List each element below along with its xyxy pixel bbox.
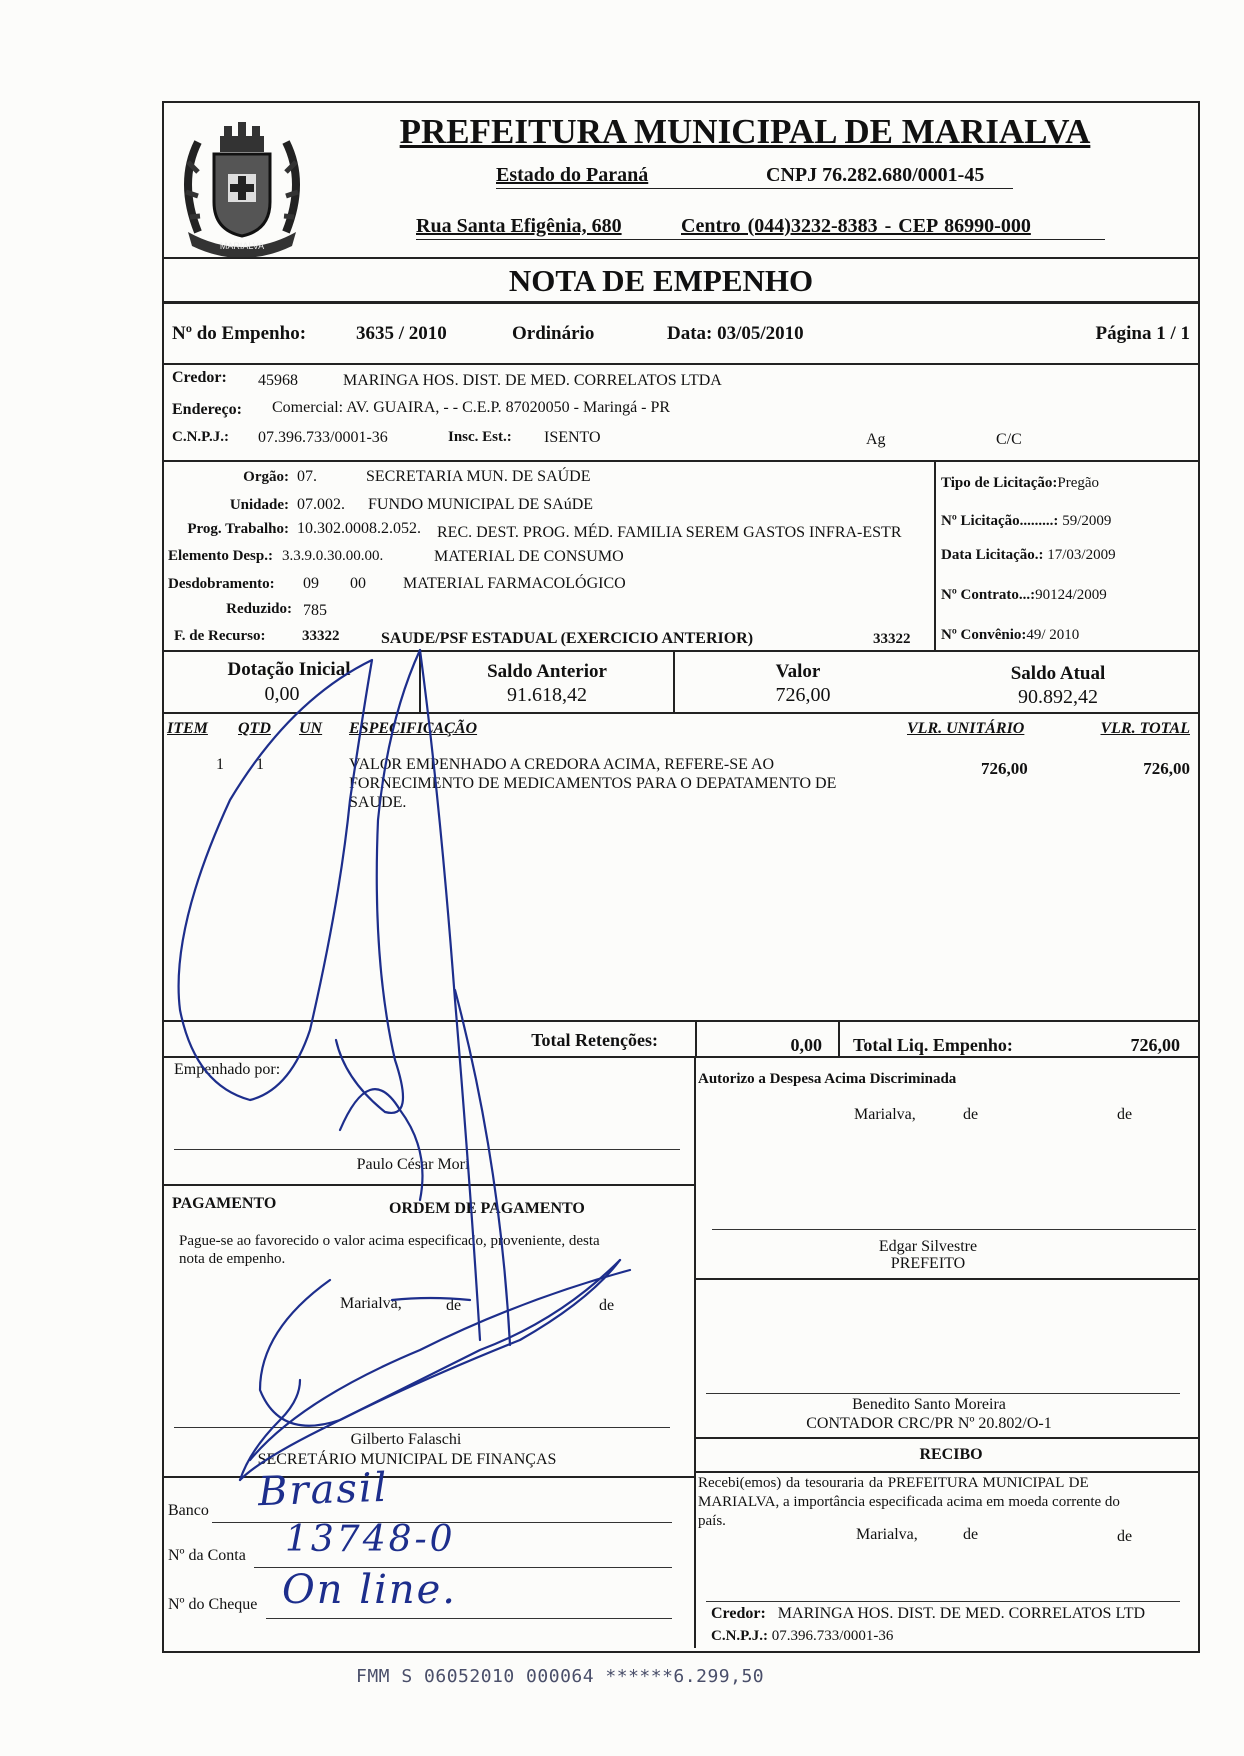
dotacao-value: 0,00 bbox=[264, 683, 300, 705]
banco-handwritten: Brasil bbox=[257, 1464, 390, 1516]
liquido-value: 726,00 bbox=[1130, 1035, 1180, 1055]
cc-label: C/C bbox=[996, 431, 1022, 448]
credor-address: Comercial: AV. GUAIRA, - - C.E.P. 87020050 - Maringá - PR bbox=[272, 399, 671, 416]
item-desc-2: FORNECIMENTO DE MEDICAMENTOS PARA O DEPATAMENTO DE bbox=[349, 775, 837, 792]
insc-value: ISENTO bbox=[544, 429, 601, 446]
col-unit-value: VLR. UNITÁRIO bbox=[907, 720, 1025, 737]
doc-title: NOTA DE EMPENHO bbox=[508, 263, 814, 298]
saldo-anterior-value: 91.618,42 bbox=[507, 684, 587, 706]
address-label: Endereço: bbox=[172, 401, 242, 418]
numero-licitacao: Nº Licitação.........: 59/2009 bbox=[941, 513, 1112, 529]
numero-contrato: Nº Contrato...:90124/2009 bbox=[941, 587, 1107, 603]
saldo-anterior-label: Saldo Anterior bbox=[487, 661, 607, 682]
header-state: Estado do Paraná bbox=[496, 164, 649, 186]
credor-label: Credor: bbox=[172, 369, 227, 386]
svg-text:MARIALVA: MARIALVA bbox=[219, 241, 265, 251]
credor-name: MARINGA HOS. DIST. DE MED. CORRELATOS LTDA bbox=[343, 372, 722, 389]
desdobramento-name: MATERIAL FARMACOLÓGICO bbox=[403, 575, 626, 592]
unidade-label: Unidade: bbox=[229, 497, 289, 513]
numero-convenio: Nº Convênio:49/ 2010 bbox=[941, 627, 1080, 643]
empenhado-por: Empenhado por: bbox=[174, 1061, 281, 1078]
item-qty: 1 bbox=[256, 756, 264, 773]
recibo-credor: Credor: MARINGA HOS. DIST. DE MED. CORRELATOS LTD bbox=[711, 1605, 1146, 1622]
valor-value: 726,00 bbox=[775, 684, 831, 706]
secretario-name: Gilberto Falaschi bbox=[350, 1431, 462, 1448]
recibo-city: Marialva, bbox=[856, 1526, 918, 1543]
unidade-code: 07.002. bbox=[297, 496, 345, 513]
recibo-text-2: MARIALVA, a importância especificada acima em moeda corrente do bbox=[698, 1494, 1120, 1510]
item-unit-value: 726,00 bbox=[981, 759, 1028, 778]
item-desc-3: SAUDE. bbox=[349, 794, 407, 811]
contador-name: Benedito Santo Moreira bbox=[852, 1396, 1006, 1413]
credor-code: 45968 bbox=[258, 372, 298, 389]
prefeito-title: PREFEITO bbox=[890, 1255, 966, 1272]
prog-name: REC. DEST. PROG. MÉD. FAMILIA SEREM GASTOS INFRA-ESTR bbox=[437, 524, 902, 541]
recibo-text-1: Recebi(emos) da tesouraria da PREFEITURA MUNICIPAL DE bbox=[698, 1475, 1089, 1491]
cheque-handwritten: On line. bbox=[282, 1567, 458, 1613]
col-un: UN bbox=[299, 720, 323, 737]
desdobramento-b: 00 bbox=[350, 575, 366, 592]
bank-stamp: FMM S 06052010 000064 ******6.299,50 bbox=[356, 1666, 765, 1687]
recurso-code-2: 33322 bbox=[873, 631, 911, 647]
contador-title: CONTADOR CRC/PR Nº 20.802/O-1 bbox=[806, 1415, 1052, 1432]
liquido-label: Total Liq. Empenho: bbox=[853, 1035, 1013, 1055]
ordem-pagamento-title: ORDEM DE PAGAMENTO bbox=[389, 1200, 585, 1217]
banco-label: Banco bbox=[168, 1502, 209, 1519]
empenhado-name: Paulo César Mori bbox=[356, 1156, 470, 1173]
conta-handwritten: 13748-0 bbox=[285, 1519, 456, 1560]
col-especificacao: ESPECIFICAÇÃO bbox=[349, 720, 478, 737]
ag-label: Ag bbox=[866, 431, 886, 448]
empenho-label: Nº do Empenho: bbox=[172, 323, 307, 344]
prog-code: 10.302.0008.2.052. bbox=[297, 520, 421, 537]
item-total-value: 726,00 bbox=[1143, 759, 1190, 778]
orgao-code: 07. bbox=[297, 468, 317, 485]
recurso-code: 33322 bbox=[302, 628, 340, 644]
recibo-title: RECIBO bbox=[919, 1446, 983, 1463]
col-qtd: QTD bbox=[238, 720, 271, 737]
retencoes-value: 0,00 bbox=[790, 1035, 822, 1055]
prog-label: Prog. Trabalho: bbox=[187, 521, 289, 537]
orgao-label: Orgão: bbox=[243, 469, 289, 485]
autorizo-text: Autorizo a Despesa Acima Discriminada bbox=[698, 1071, 957, 1087]
recibo-de-1: de bbox=[963, 1526, 979, 1543]
tipo-licitacao: Tipo de Licitação:Pregão bbox=[941, 475, 1100, 491]
recibo-text-3: país. bbox=[698, 1513, 726, 1529]
elemento-label: Elemento Desp.: bbox=[168, 548, 273, 564]
elemento-name: MATERIAL DE CONSUMO bbox=[434, 548, 624, 565]
recibo-cnpj: C.N.P.J.: 07.396.733/0001-36 bbox=[711, 1628, 894, 1644]
saldo-atual-value: 90.892,42 bbox=[1018, 686, 1098, 708]
empenho-type: Ordinário bbox=[512, 323, 595, 344]
pagamento-de-2: de bbox=[599, 1297, 615, 1314]
reduzido-value: 785 bbox=[303, 602, 327, 619]
header-contact: Centro (044)3232-8383 - CEP 86990-000 bbox=[681, 215, 1031, 237]
header-title: PREFEITURA MUNICIPAL DE MARIALVA bbox=[399, 112, 1091, 151]
desdobramento-label: Desdobramento: bbox=[168, 576, 275, 592]
item-number: 1 bbox=[216, 756, 224, 773]
orgao-name: SECRETARIA MUN. DE SAÚDE bbox=[366, 468, 591, 485]
pagamento-de-1: de bbox=[446, 1297, 462, 1314]
recurso-label: F. de Recurso: bbox=[174, 628, 266, 644]
conta-label: Nº da Conta bbox=[168, 1547, 246, 1564]
item-desc-1: VALOR EMPENHADO A CREDORA ACIMA, REFERE-SE AO bbox=[349, 756, 775, 773]
reduzido-label: Reduzido: bbox=[226, 601, 292, 617]
page-number: Página 1 / 1 bbox=[1095, 323, 1190, 344]
pague-text-2: nota de empenho. bbox=[179, 1251, 286, 1267]
unidade-name: FUNDO MUNICIPAL DE SAúDE bbox=[368, 496, 594, 513]
retencoes-label: Total Retenções: bbox=[531, 1030, 658, 1050]
header-address: Rua Santa Efigênia, 680 bbox=[416, 215, 622, 237]
col-item: ITEM bbox=[167, 720, 208, 737]
header-cnpj: CNPJ 76.282.680/0001-45 bbox=[766, 164, 985, 186]
dotacao-label: Dotação Inicial bbox=[227, 659, 351, 680]
prefeito-name: Edgar Silvestre bbox=[878, 1238, 978, 1255]
coat-of-arms-logo bbox=[168, 112, 316, 260]
empenho-date: Data: 03/05/2010 bbox=[667, 323, 804, 344]
recurso-name: SAUDE/PSF ESTADUAL (EXERCICIO ANTERIOR) bbox=[381, 630, 754, 647]
col-total-value: VLR. TOTAL bbox=[1100, 720, 1190, 737]
autorizo-de-1: de bbox=[963, 1106, 979, 1123]
desdobramento-a: 09 bbox=[303, 575, 319, 592]
insc-label: Insc. Est.: bbox=[448, 429, 512, 445]
pagamento-title: PAGAMENTO bbox=[172, 1195, 277, 1212]
valor-label: Valor bbox=[775, 661, 821, 682]
pague-text-1: Pague-se ao favorecido o valor acima especificado, proveniente, desta bbox=[179, 1233, 600, 1249]
data-licitacao: Data Licitação.: 17/03/2009 bbox=[941, 547, 1116, 563]
cheque-label: Nº do Cheque bbox=[168, 1596, 258, 1613]
credor-cnpj: 07.396.733/0001-36 bbox=[258, 429, 388, 446]
autorizo-city: Marialva, bbox=[854, 1106, 916, 1123]
elemento-code: 3.3.9.0.30.00.00. bbox=[282, 548, 384, 564]
recibo-de-2: de bbox=[1117, 1528, 1133, 1545]
empenho-number: 3635 / 2010 bbox=[356, 323, 447, 344]
pagamento-city: Marialva, bbox=[340, 1295, 402, 1312]
secretario-title: SECRETÁRIO MUNICIPAL DE FINANÇAS bbox=[257, 1451, 557, 1468]
saldo-atual-label: Saldo Atual bbox=[1010, 663, 1106, 684]
autorizo-de-2: de bbox=[1117, 1106, 1133, 1123]
cnpj-label: C.N.P.J.: bbox=[172, 429, 229, 445]
